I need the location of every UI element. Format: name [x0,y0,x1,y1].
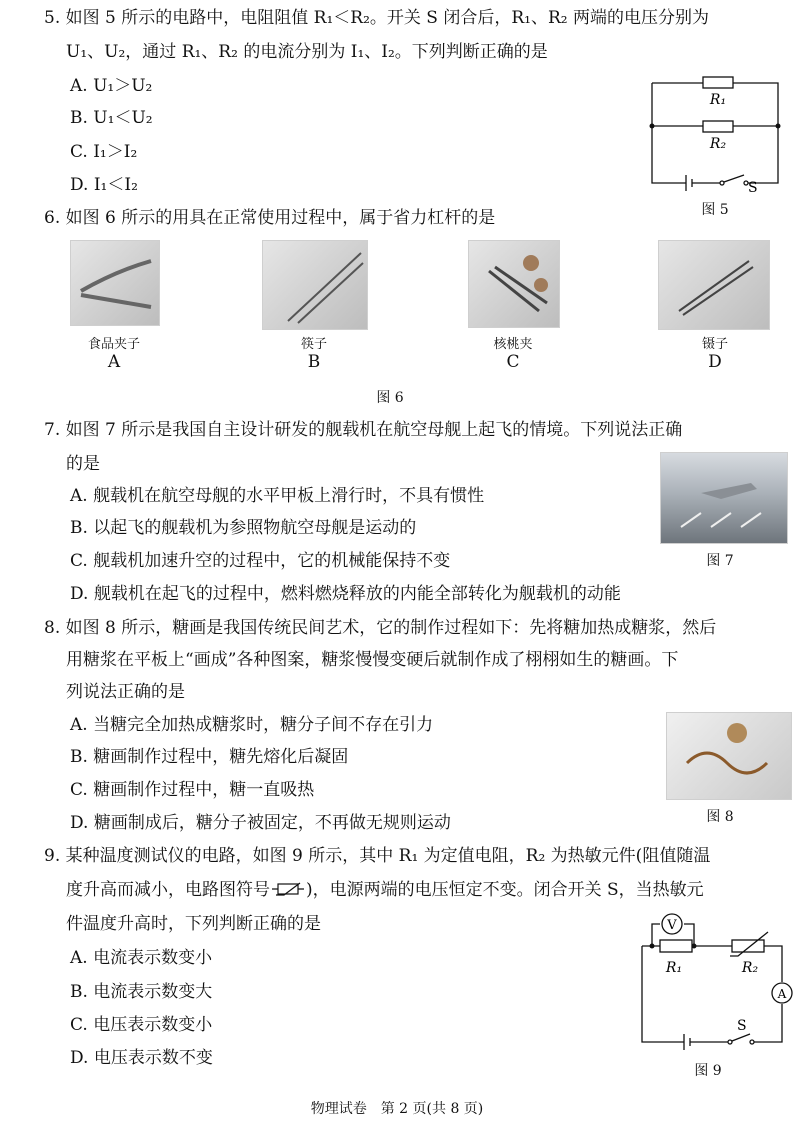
figure-9-caption: 图 9 [694,1063,722,1079]
figure-9-circuit [632,910,794,1058]
figure-5-caption: 图 5 [701,202,729,218]
q6-label-a: 食品夹子 [87,337,140,352]
q6-label-d: 镊子 [701,337,728,352]
photo-carrier-jet [660,452,788,544]
q6-letter-c: C [506,352,520,372]
figure-6-caption: 图 6 [376,390,404,406]
figure-8-caption: 图 8 [706,809,734,825]
q7-option-c: C. 舰载机加速升空的过程中，它的机械能保持不变 [70,551,451,571]
q8-option-d: D. 糖画制成后，糖分子被固定，不再做无规则运动 [70,813,451,833]
q7-option-b: B. 以起飞的舰载机为参照物航空母舰是运动的 [70,518,417,538]
q8-stem-line3: 列说法正确的是 [66,682,185,702]
q5-option-b: B. U₁＜U₂ [70,108,153,128]
q8-option-b: B. 糖画制作过程中，糖先熔化后凝固 [70,747,349,767]
fig9-switch-label: S [737,1018,747,1034]
q8-option-a: A. 当糖完全加热成糖浆时，糖分子间不存在引力 [70,715,434,735]
q9-stem-line2 [66,878,704,902]
q9-stem-line2-part2: )，电源两端的电压恒定不变。闭合开关 S，当热敏元 [306,880,704,900]
q9-option-a: A. 电流表示数变小 [70,948,213,968]
voltmeter-icon: V [667,918,677,933]
q6-letter-d: D [708,352,722,372]
q5-stem-line1: 5. 如图 5 所示的电路中，电阻阻值 R₁＜R₂。开关 S 闭合后，R₁、R₂ 两端的电压分别为 [44,8,709,28]
q7-stem-line2: 的是 [66,454,100,474]
q7-option-d: D. 舰载机在起飞的过程中，燃料燃烧释放的内能全部转化为舰载机的动能 [70,584,621,604]
fig9-r2-label: R₂ [741,960,759,976]
fig9-r1-label: R₁ [665,960,683,976]
photo-tweezers [658,240,770,330]
q9-option-d: D. 电压表示数不变 [70,1048,213,1068]
q6-label-c: 核桃夹 [493,337,533,352]
figure-5-circuit [640,68,790,193]
ammeter-icon: A [777,987,787,1001]
photo-food-tongs [70,240,160,326]
figure-7-caption: 图 7 [706,553,734,569]
q6-letter-b: B [307,352,321,372]
q6-stem: 6. 如图 6 所示的用具在正常使用过程中，属于省力杠杆的是 [44,208,496,228]
q9-option-b: B. 电流表示数变大 [70,982,213,1002]
q9-stem-line3: 件温度升高时，下列判断正确的是 [66,914,321,934]
page-footer: 物理试卷 第 2 页(共 8 页) [310,1101,484,1117]
q8-option-c: C. 糖画制作过程中，糖一直吸热 [70,780,315,800]
q5-stem-line2: U₁、U₂，通过 R₁、R₂ 的电流分别为 I₁、I₂。下列判断正确的是 [66,42,548,62]
q8-stem-line2: 用糖浆在平板上“画成”各种图案，糖浆慢慢变硬后就制作成了栩栩如生的糖画。下 [66,650,679,670]
q7-option-a: A. 舰载机在航空母舰的水平甲板上滑行时，不具有惯性 [70,486,485,506]
fig5-switch-label: S [748,180,758,193]
q9-option-c: C. 电压表示数变小 [70,1015,213,1035]
q5-option-c: C. I₁＞I₂ [70,142,138,162]
q6-letter-a: A [107,352,121,372]
q5-option-a: A. U₁＞U₂ [70,76,153,96]
q7-stem-line1: 7. 如图 7 所示是我国自主设计研发的舰载机在航空母舰上起飞的情境。下列说法正确 [44,420,683,440]
fig5-r2-label: R₂ [709,136,727,152]
q9-stem-line1: 9. 某种温度测试仪的电路，如图 9 所示，其中 R₁ 为定值电阻，R₂ 为热敏元件(阻值随温 [44,846,711,866]
q5-option-d: D. I₁＜I₂ [70,175,138,195]
photo-chopsticks [262,240,368,330]
fig5-r1-label: R₁ [709,92,727,108]
q8-stem-line1: 8. 如图 8 所示，糖画是我国传统民间艺术，它的制作过程如下：先将糖加热成糖浆，然后 [44,618,717,638]
q9-stem-line2-part1: 度升高而减小，电路图符号 [66,880,270,900]
photo-nutcracker [468,240,560,328]
photo-sugar-painting [666,712,792,800]
q6-label-b: 筷子 [300,337,327,352]
thermistor-symbol-icon [270,881,306,897]
